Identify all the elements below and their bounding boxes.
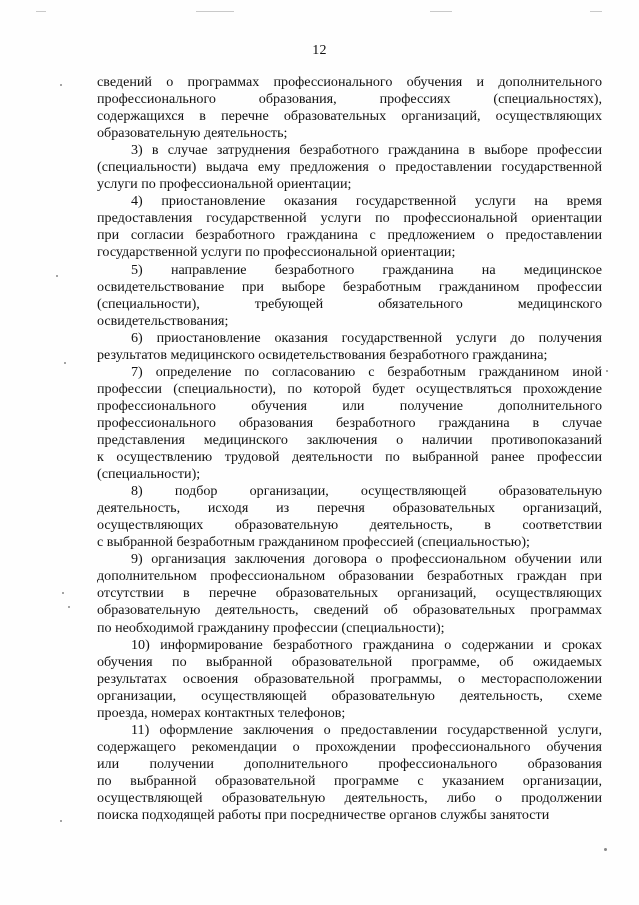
scan-artifact bbox=[590, 11, 602, 12]
paragraph bbox=[97, 637, 602, 722]
text-line: 5) направление безработного гражданина на медицинское bbox=[131, 261, 602, 278]
scan-speck bbox=[60, 84, 62, 86]
text-line: образовательную деятельность; bbox=[97, 125, 288, 142]
text-line: проезда, номерах контактных телефонов; bbox=[97, 704, 346, 721]
text-line: дополнительном профессиональном образовании безработных граждан при bbox=[97, 568, 602, 585]
scan-speck bbox=[606, 370, 608, 372]
paragraph bbox=[97, 330, 602, 364]
scan-speck bbox=[62, 592, 64, 594]
text-line: профессионального образования, профессиях (специальностях), bbox=[97, 91, 602, 108]
paragraph bbox=[97, 74, 602, 142]
text-line: результатов медицинского освидетельствования безработного гражданина; bbox=[97, 346, 548, 363]
text-line: сведений о программах профессионального обучения и дополнительного bbox=[97, 74, 602, 90]
text-line: к осуществлению трудовой деятельности по выбранной ранее профессии bbox=[97, 449, 602, 466]
text-line: отсутствии в перечне образовательных организаций, осуществляющих bbox=[97, 585, 602, 602]
text-line: организации, осуществляющей образовательную деятельность, схеме bbox=[97, 687, 602, 704]
text-line: содержащего рекомендации о прохождении профессионального обучения bbox=[97, 738, 602, 755]
paragraph bbox=[97, 483, 602, 551]
scan-artifact bbox=[430, 11, 452, 12]
text-line: (специальности) выдача ему предложения о предоставлении государственной bbox=[97, 159, 602, 176]
scan-speck bbox=[68, 606, 70, 608]
text-line: предоставления государственной услуги по профессиональной ориентации bbox=[97, 210, 602, 227]
text-line: по необходимой гражданину профессии (специальности); bbox=[97, 619, 445, 636]
page-number: 12 bbox=[312, 43, 327, 58]
text-line: профессионального обучения или получение дополнительного bbox=[97, 397, 602, 414]
scan-artifact bbox=[196, 11, 234, 12]
text-line: результатах освоения образовательной программы, о месторасположении bbox=[97, 670, 602, 687]
text-line: профессионального образования безработного гражданина в случае bbox=[97, 414, 602, 431]
text-line: представления медицинского заключения о наличии противопоказаний bbox=[97, 431, 602, 448]
paragraph bbox=[97, 364, 602, 483]
text-line: 4) приостановление оказания государственной услуги на время bbox=[131, 193, 602, 210]
text-line: или получении дополнительного профессионального образования bbox=[97, 755, 602, 772]
text-line: 3) в случае затруднения безработного гражданина в выборе профессии bbox=[131, 142, 602, 159]
scan-speck bbox=[56, 275, 58, 277]
text-line: 6) приостановление оказания государственной услуги до получения bbox=[131, 329, 602, 346]
text-line: образовательную деятельность, сведений об образовательных программах bbox=[97, 602, 602, 619]
text-line: деятельность, исходя из перечня образовательных организаций, bbox=[97, 500, 602, 517]
text-line: 8) подбор организации, осуществляющей образовательную bbox=[131, 483, 602, 500]
paragraph bbox=[97, 551, 602, 636]
text-line: по выбранной образовательной программе с указанием организации, bbox=[97, 772, 602, 789]
scan-speck bbox=[604, 848, 607, 851]
text-line: услуги по профессиональной ориентации; bbox=[97, 176, 352, 193]
scan-speck bbox=[64, 362, 66, 364]
text-line: (специальности), требующей обязательного медицинского bbox=[97, 295, 602, 312]
document-body bbox=[97, 74, 602, 824]
scan-artifact bbox=[36, 11, 46, 12]
text-line: освидетельствования; bbox=[97, 312, 229, 329]
paragraph bbox=[97, 262, 602, 330]
text-line: с выбранной безработным гражданином профессией (специальностью); bbox=[97, 534, 530, 551]
text-line: 7) определение по согласованию с безработным гражданином иной bbox=[131, 363, 602, 380]
text-line: 10) информирование безработного гражданина о содержании и сроках bbox=[131, 636, 602, 653]
text-line: осуществляющих образовательную деятельность, в соответствии bbox=[97, 517, 602, 534]
text-line: освидетельствование при выборе безработным гражданином профессии bbox=[97, 278, 602, 295]
paragraph bbox=[97, 722, 602, 824]
text-line: при согласии безработного гражданина с предложением о предоставлении bbox=[97, 227, 602, 244]
paragraph bbox=[97, 193, 602, 261]
text-line: 9) организация заключения договора о профессиональном обучении или bbox=[131, 551, 602, 568]
text-line: 11) оформление заключения о предоставлении государственной услуги, bbox=[131, 721, 602, 738]
text-line: (специальности); bbox=[97, 466, 201, 483]
paragraph bbox=[97, 142, 602, 193]
text-line: профессии (специальности), по которой будет осуществляться прохождение bbox=[97, 380, 602, 397]
text-line: содержащихся в перечне образовательных организаций, осуществляющих bbox=[97, 108, 602, 125]
text-line: поиска подходящей работы при посредничестве органов службы занятости bbox=[97, 807, 550, 824]
scan-speck bbox=[60, 820, 62, 822]
text-line: обучения по выбранной образовательной программе, об ожидаемых bbox=[97, 653, 602, 670]
text-line: осуществляющей образовательную деятельность, либо о продолжении bbox=[97, 789, 602, 806]
text-line: государственной услуги по профессиональной ориентации; bbox=[97, 244, 456, 261]
